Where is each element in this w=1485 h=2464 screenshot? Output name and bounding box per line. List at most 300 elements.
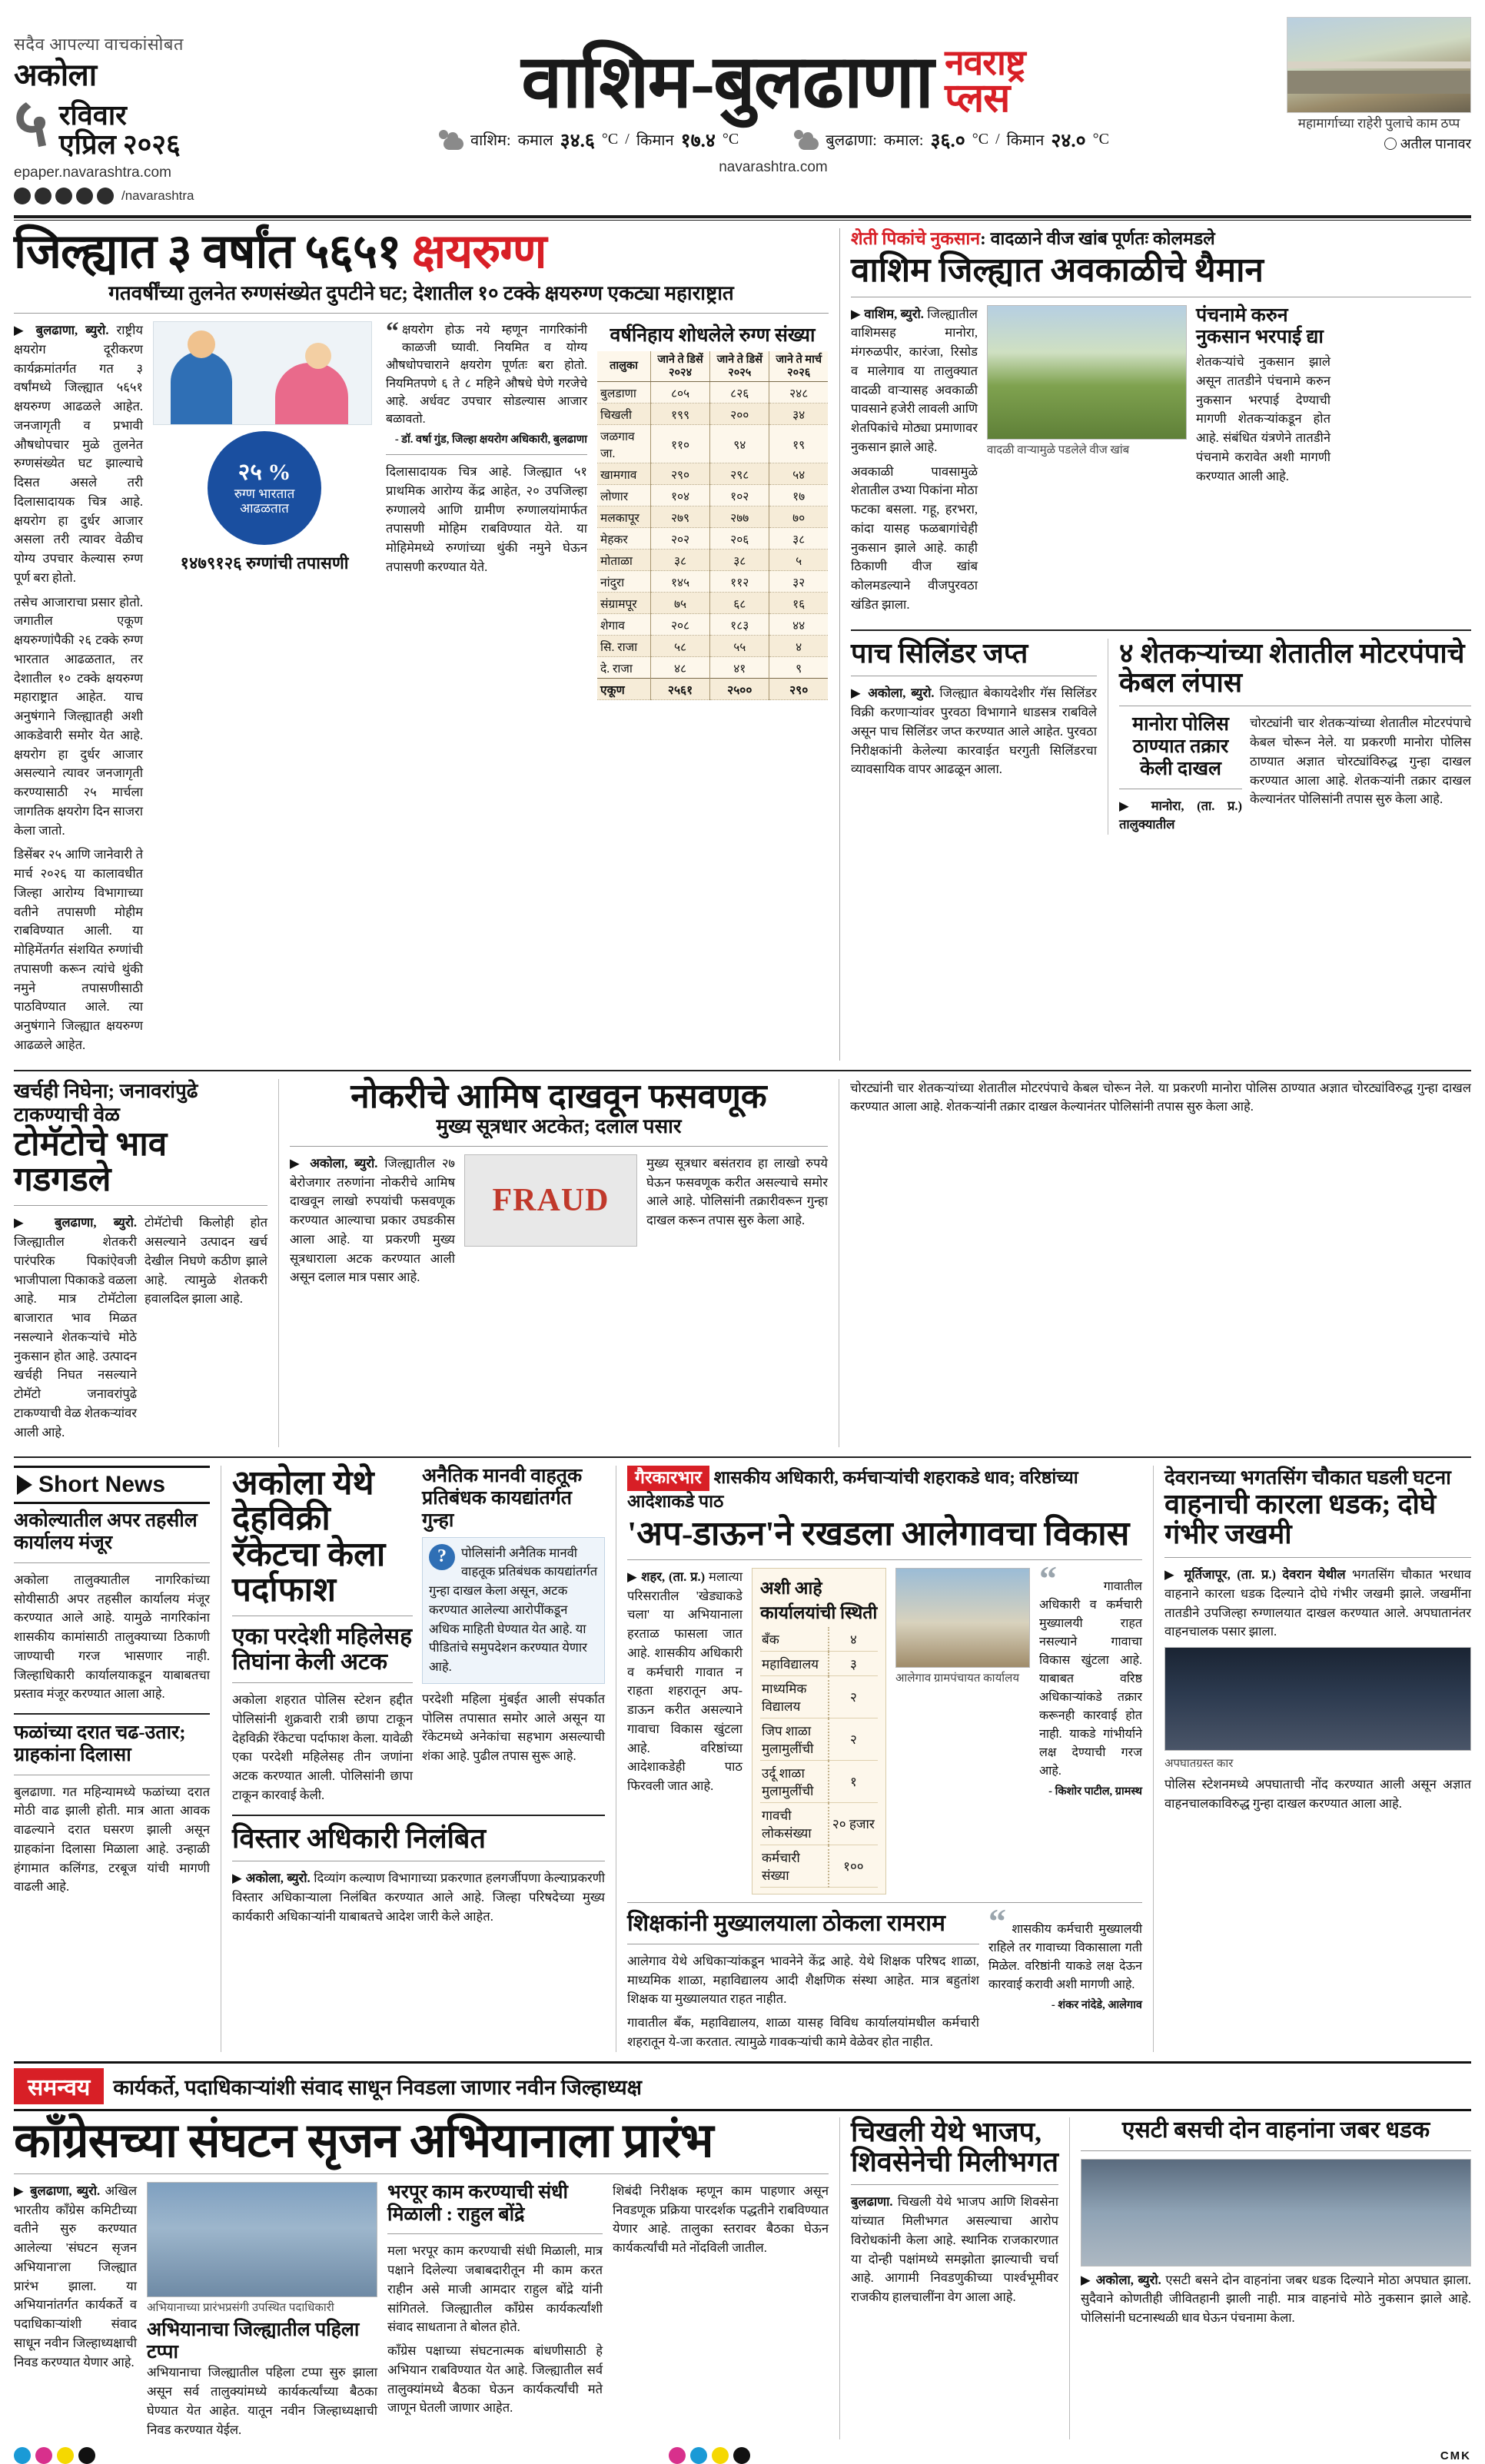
office-label: कर्मचारी संख्या [760, 1845, 829, 1887]
weather-buldhana-max-label: कमाल: [883, 132, 924, 150]
congress-ribbon [14, 2061, 1471, 2111]
motorpump-byline: मानोरा, (ता. प्र.) तालुक्यातील [1119, 798, 1242, 832]
cell-count: ३४ [769, 403, 828, 425]
cell-count: ४१ [710, 657, 769, 679]
accident-body: भगतसिंग चौकात भरधाव वाहनाने कारला धडक दिल्याने दोघे गंभीर जखमी झाले. जखमींना तातडीने उपजिल्हा रुग्णालयात दाखल करण्यात आले. अपघातानंतर वाहनचालक पसार झाला. [1164, 1567, 1471, 1639]
cell-count: २०८ [650, 614, 709, 636]
accident-body-2: पोलिस स्टेशनमध्ये अपघाताची नोंद करण्यात आली असून अज्ञात वाहनचालकाविरुद्ध गुन्हा दाखल करण्यात आला आहे. [1164, 1777, 1471, 1811]
lead-data-table-wrap [597, 321, 828, 1061]
office-value: १०० [829, 1845, 878, 1887]
lead-col-1: ▶ बुलढाणा, ब्युरो. राष्ट्रीय क्षयरोग दूरीकरण कार्यक्रमांतर्गत गत ३ वर्षांमध्ये जिल्ह्यात ५६५१ क्षयरुग्ण आढळले आहेत. जनजागृती व प्रभावी औषधोपचार मुळे तुलनेत रुग्णसंख्येत घट झाल्याचे दिसत असले तरी दिलासादायक चित्र आहे. क्षयरोग हा दुर्धर आजार असला तरी त्यावर वेळीच योग्य उपचार केल्यास रुग्ण पूर्ण बरा होतो. तसेच आजाराचा प्रसार होतो. जगातील एकूण क्षयरुग्णांपैकी २६ टक्के रुग्ण भारतात आढळतात, तर देशातील १० टक्के क्षयरुग्ण महाराष्ट्रात आहेत. याच अनुषंगाने जिल्ह्यातही अशी आकडेवारी समोर येत आहे. क्षयरोग हा दुर्धर आजार असल्याने त्यावर जनजागृती करण्यासाठी २५ मार्चला जागतिक क्षयरोग दिन साजरा केला जातो. डिसेंबर २५ आणि जानेवारी ते मार्च २०२६ या कालावधीत जिल्हा आरोग्य विभागाच्या वतीने तपासणी मोहीम राबविण्यात आली. या मोहिमेंतर्गत संशयित रुग्णांची तपासणी करून त्यांचे थुंकी नमुने तपासणीसाठी पाठविण्यात आले. त्या अनुषंगाने जिल्ह्यात क्षयरुग्ण आढळले आहेत. [14, 321, 143, 1061]
storm-para-1: जिल्ह्यातील वाशिमसह मानोरा, मंगरुळपीर, कारंजा, रिसोड व मालेगाव या तालुक्यात वादळी वाऱ्यासह अवकाळी पावसाने हजेरी लावली आणि शेतपिकांचे मोठ्या प्रमाणावर नुकसान झाले आहे. [851, 306, 978, 454]
cell-count: ९४ [710, 425, 769, 463]
development-byline: शहर, (ता. प्र.) [641, 1569, 706, 1584]
dehvikri-body: अकोला शहरात पोलिस स्टेशन हद्दीत पोलिसांनी शुक्रवारी रात्री छापा टाकून देहविक्री रॅकेटचा पर्दाफाश केला. यावेळी एका परदेशी महिलेसह तीन जणांना अटक करण्यात आली. पोलिसांनी छापा टाकून कारवाई केली. [232, 1692, 413, 1802]
lead-byline: बुलढाणा, ब्युरो. [35, 323, 109, 338]
short-news-item-2 [14, 1722, 210, 1897]
cell-taluka: मलकापूर [597, 506, 650, 528]
cell-total-count: २५६१ [650, 679, 709, 700]
cylinder-byline: अकोला, ब्युरो. [868, 686, 935, 701]
table-row [597, 425, 828, 463]
tb-cases-table [597, 351, 828, 700]
cell-count: ४ [769, 636, 828, 657]
table-total-row [597, 679, 828, 700]
development-body: मलात्या परिसरातील 'खेड्याकडे चला' या अभियानाला हरताळ फासला जात आहे. शासकीय अधिकारी व कर्मचारी गावात न राहता शहरातून अप-डाऊन करीत असल्याने गावाचा विकास खुंटला आहे. वरिष्ठांच्या आदेशाकडेही पाठ फिरवली जात आहे. [627, 1569, 742, 1794]
jobfraud-body: जिल्ह्यातील २७ बेरोजगार तरुणांना नोकरीचे आमिष दाखवून लाखो रुपयांची फसवणूक करण्यात आल्याचा प्रकार उघडकीस आला आहे. या प्रकरणी मुख्य सूत्रधाराला अटक करण्यात आली असून दलाल मात्र पसार आहे. [290, 1155, 456, 1285]
development-table-title: अशी आहे कार्यालयांची स्थिती [760, 1578, 878, 1622]
weather-sep-2: / [995, 131, 1000, 148]
quote-open-icon-2: “ [988, 1901, 1006, 1941]
office-label: बँक [760, 1627, 829, 1652]
table-row [597, 614, 828, 636]
cell-count: २०६ [710, 528, 769, 550]
office-value: ४ [829, 1627, 878, 1652]
weather-washim-city: वाशिम: [470, 132, 511, 150]
th-taluka: तालुका [597, 351, 650, 382]
accident-photo [1164, 1647, 1471, 1751]
shortnews-2-headline: फळांच्या दरात चढ-उतार; ग्राहकांना दिलासा [14, 1722, 186, 1765]
weather-washim [437, 127, 739, 153]
cell-taluka: जळगाव जा. [597, 425, 650, 463]
cell-total-count: २५०० [710, 679, 769, 700]
cell-taluka: खामगाव [597, 463, 650, 485]
date-day-number: ५ [14, 86, 48, 160]
cell-count: ३८ [650, 550, 709, 571]
short-news-item-1 [14, 1510, 210, 1704]
office-value: २० हजार [829, 1802, 878, 1845]
development-quote-2 [988, 1901, 1142, 2052]
quote-2-text: शासकीय कर्मचारी मुख्यालयी राहिले तर गावाच्या विकासाला गती मिळेल. वरिष्ठांनी याकडे लक्ष देऊन कारवाई करावी अशी मागणी आहे. [988, 1922, 1142, 1991]
vistar-body-wrap: ▶ अकोला, ब्युरो. दिव्यांग कल्याण विभागाच्या प्रकरणात हलगर्जीपणा केल्याप्रकरणी विस्तार अधिकाऱ्याला निलंबित करण्यात आले आहे. जिल्हा परिषदेच्या मुख्य कार्यकारी अधिकाऱ्यांनी याबाबतचे आदेश जारी केले आहेत. [232, 1871, 606, 1924]
development-col-1: ▶ शहर, (ता. प्र.) मलात्या परिसरातील 'खेड्याकडे चला' या अभियानाला हरताळ फासला जात आहे. शासकीय अधिकारी व कर्मचारी गावात न राहता शहरातून अप-डाऊन करीत असल्याने गावाचा विकास खुंटला आहे. वरिष्ठांच्या आदेशाकडेही पाठ फिरवली जात आहे. [627, 1569, 742, 1794]
development-story [627, 1466, 1142, 2051]
lead-headline [14, 225, 829, 278]
lead-headline-red: क्षयरुग्ण [411, 225, 546, 278]
stbus-photo [1081, 2159, 1471, 2266]
weather-sep-1: / [625, 131, 630, 148]
office-row [760, 1845, 878, 1887]
sun-cloud-icon [437, 130, 463, 150]
social-links[interactable] [14, 188, 267, 204]
tomato-body-2: टोमॅटोची किलोही होत असल्याने उत्पादन खर्च देखील निघणे कठीण झाले आहे. त्यामुळे शेतकरी हवालदिल झाला आहे. [145, 1215, 267, 1307]
twitter-x-icon[interactable] [55, 188, 72, 204]
masthead-photo-caption: महामार्गाच्या राहेरी पुलाचे काम ठप्प [1297, 116, 1460, 131]
dehvikri-body-2: परदेशी महिला मुंबईत आली संपर्कात पोलिस तपासात समोर आले असून या रॅकेटमध्ये अनेकांचा सहभाग असल्याची शंका आहे. पुढील तपास सुरू आहे. [422, 1691, 605, 1764]
cell-taluka: मोताळा [597, 550, 650, 571]
stbus-story [1081, 2117, 1471, 2440]
lead-para-3: डिसेंबर २५ आणि जानेवारी ते मार्च २०२६ या कालावधीत जिल्हा आरोग्य विभागाच्या वतीने तपासणी मोहीम राबविण्यात आली. या मोहिमेंतर्गत संशयित रुग्णांची तपासणी करून त्यांचे थुंकी नमुने तपासणीसाठी पाठविण्यात आले. त्या अनुषंगाने जिल्ह्यात क्षयरुग्ण आढळले आहेत. [14, 847, 143, 1052]
storm-kicker [851, 228, 1471, 251]
cell-count: २७७ [710, 506, 769, 528]
lead-illustration-caption: १४७९१२६ रुग्णांची तपासणी [180, 553, 349, 573]
dehvikri-headline: अकोला येथे देहविक्री रॅकेटचा केला पर्दाफाश [232, 1464, 386, 1609]
weather-strip [437, 127, 1109, 153]
development-photo [895, 1568, 1030, 1668]
development-kicker-tag: गैरकारभार [627, 1466, 709, 1491]
cell-count: २७९ [650, 506, 709, 528]
office-row [760, 1760, 878, 1802]
masthead-right [1279, 17, 1471, 204]
office-label: जिप शाळा मुलामुलींची [760, 1718, 829, 1760]
masthead-divider-thin [14, 220, 1471, 221]
weather-washim-max: ३४.६ [560, 130, 595, 151]
congress-body: अखिल भारतीय काँग्रेस कमिटीच्या वतीने सुरु करण्यात आलेल्या 'संघटन सृजन अभियाना'ला जिल्ह्यात प्रारंभ झाला. या अभियानांतर्गत कार्यकर्ते व पदाधिकाऱ्यांशी संवाद साधून नवीन जिल्हाध्यक्षाची निवड करण्यात येणार आहे. [14, 2183, 138, 2369]
weather-washim-max-label: कमाल [517, 132, 553, 150]
cell-count: ५ [769, 550, 828, 571]
short-news-header [14, 1466, 210, 1504]
stat-badge-line1: रुग्ण भारतात [234, 486, 295, 501]
short-news-label: Short News [38, 1472, 166, 1498]
development-body-2: गावातील बँक, महाविद्यालय, शाळा यासह विविध कार्यालयांमधील कर्मचारी शहरातून ये-जा करतात. त्यामुळे गावकऱ्यांची कामे वेळेवर होत नाहीत. [627, 2015, 979, 2049]
cell-count: ५५ [710, 636, 769, 657]
lead-illustration [153, 321, 372, 425]
tomato-headline: टोमॅटोचे भाव गडगडले [14, 1124, 168, 1199]
cell-count: १०४ [650, 485, 709, 506]
cell-count: ३८ [769, 528, 828, 550]
stbus-body-wrap: ▶ अकोला, ब्युरो. एसटी बसने दोन वाहनांना जबर धडक दिल्याने मोठा अपघात झाला. सुदैवाने कोणतीही जीवितहानी झाली नाही. मात्र वाहनांचे मोठे नुकसान झाले आहे. पोलिसांनी घटनास्थळी धाव घेऊन पंचनामा केला. [1081, 2272, 1471, 2326]
masthead-divider-thick [14, 215, 1471, 218]
quote-mark-icon: “ [386, 317, 399, 347]
color-dot [733, 2447, 750, 2464]
th-2024: जाने ते डिसें २०२४ [650, 351, 709, 382]
arrow-circle-icon [1384, 138, 1397, 150]
color-dot [14, 2447, 31, 2464]
congress-byline: बुलढाणा, ब्युरो. [30, 2183, 101, 2198]
cell-taluka: सि. राजा [597, 636, 650, 657]
table-row [597, 506, 828, 528]
office-row [760, 1718, 878, 1760]
storm-sidebody: शेतकऱ्यांचे नुकसान झाले असून तातडीने पंचनामे करुन नुकसान भरपाई देण्याची मागणी शेतकऱ्यांकडून होत आहे. संबंधित यंत्रणेने तातडीने पंचनामे करावेत अशी मागणी करण्यात आली आहे. [1196, 354, 1331, 483]
congress-phase-headline: अभियानाचा जिल्ह्यातील पहिला टप्पा [147, 2319, 360, 2363]
storm-headline: वाशिम जिल्ह्यात अवकाळीचे थैमान [851, 251, 1264, 290]
cell-count: १६ [769, 593, 828, 614]
quote-open-icon: “ [1039, 1558, 1057, 1598]
date-day-name: रविवार [58, 100, 127, 131]
office-label: गावची लोकसंख्या [760, 1802, 829, 1845]
dehvikri-story [232, 1466, 605, 2051]
accident-kicker: देवरानच्या भगतसिंग चौकात घडली घटना [1164, 1466, 1451, 1489]
table-row [597, 593, 828, 614]
cell-taluka: चिखली [597, 403, 650, 425]
motorpump-byline-wrap: ▶ मानोरा, (ता. प्र.) तालुक्यातील [1119, 798, 1242, 832]
storm-photo [987, 305, 1187, 440]
cell-taluka: नांदुरा [597, 571, 650, 593]
motorpump-subhead-box: मानोरा पोलिस ठाण्यात तक्रार केली दाखल [1132, 714, 1229, 779]
weather-washim-min: १७.४ [680, 130, 716, 151]
cell-count: १०२ [710, 485, 769, 506]
cell-count: २४८ [769, 382, 828, 403]
cell-count: ४८ [650, 657, 709, 679]
ribbon-text: कार्यकर्ते, पदाधिकाऱ्यांशी संवाद साधून निवडला जाणार नवीन जिल्हाध्यक्ष [113, 2075, 643, 2099]
color-dot [57, 2447, 74, 2464]
table-row [597, 485, 828, 506]
stbus-body: एसटी बसने दोन वाहनांना जबर धडक दिल्याने मोठा अपघात झाला. सुदैवाने कोणतीही जीवितहानी झाली नाही. मात्र वाहनांचे मोठे नुकसान झाले आहे. पोलिसांनी घटनास्थळी धाव घेऊन पंचनामा केला. [1081, 2272, 1471, 2326]
cell-count: ७५ [650, 593, 709, 614]
office-value: ३ [829, 1651, 878, 1675]
table-row [597, 550, 828, 571]
cell-count: १९ [769, 425, 828, 463]
quote-1-attr: - किशोर पाटील, ग्रामस्थ [1048, 1785, 1142, 1798]
quote-1-text: गावातील अधिकारी व कर्मचारी मुख्यालयी राहत नसल्याने गावाचा विकास खुंटला आहे. याबाबत वरिष्ठ अधिकाऱ्यांकडे तक्रार करूनही कारवाई होत नाही. याकडे गांभीर्याने लक्ष देण्याची गरज आहे. [1039, 1579, 1142, 1778]
development-kicker-rest: शासकीय अधिकारी, कर्मचाऱ्यांची शहराकडे धाव; वरिष्ठांच्या आदेशाकडे पाठ [627, 1468, 1078, 1512]
congress-subheadline: भरपूर काम करण्याची संधी मिळाली : राहुल बोंद्रे [387, 2181, 568, 2225]
congress-story [14, 2114, 829, 2440]
storm-byline: वाशिम, ब्युरो. [864, 306, 924, 321]
jobfraud-photo-wrap [464, 1154, 637, 1293]
masthead-left [14, 17, 267, 204]
storm-kicker-rest: : वादळाने वीज खांब पूर्णतः कोलमडले [980, 228, 1215, 248]
motorpump-extra-column [850, 1079, 1471, 1448]
cylinder-body-wrap: ▶ अकोला, ब्युरो. जिल्ह्यात बेकायदेशीर गॅस सिलिंडर विक्री करणाऱ्यांवर पुरवठा विभागाने धाडसत्र राबविले असून पाच सिलिंडर जप्त करण्यात आले आहेत. पुरवठा निरीक्षकांनी केलेल्या कारवाईत घरगुती सिलिंडरचा व्यावसायिक वापर आढळून आला. [851, 686, 1097, 777]
storm-col-1: ▶ वाशिम, ब्युरो. जिल्ह्यातील वाशिमसह मानोरा, मंगरुळपीर, कारंजा, रिसोड व मालेगाव या तालुक्यात वादळी वाऱ्यासह अवकाळी पावसाने हजेरी लावली आणि शेतपिकांचे मोठ्या प्रमाणावर नुकसान झाले आहे. अवकाळी पावसामुळे शेतातील उभ्या पिकांना मोठा फटका बसला. गहू, हरभरा, कांदा यासह फळबागांचेही नुकसान झाले आहे. काही ठिकाणी वीज खांब कोलमडल्याने वीजपुरवठा खंडित झाला. [851, 305, 978, 620]
development-table-wrap [752, 1568, 886, 1894]
jobfraud-subhead: मुख्य सूत्रधार अटकेत; दलाल पसार [436, 1114, 682, 1137]
cell-count: ५८ [650, 636, 709, 657]
shortnews-1-body: अकोला तालुक्यातील नागरिकांच्या सोयीसाठी अपर तहसील कार्यालय मंजूर करण्यात आले आहे. यामुळे नागरिकांना शासकीय कामांसाठी तालुक्याच्या ठिकाणी जाण्याची गरज भासणार नाही. जिल्हाधिकारी कार्यालयाकडून याबाबतचा प्रस्ताव मंजूर करण्यात आला आहे. [14, 1572, 210, 1702]
masthead [14, 0, 1471, 209]
motorpump-headline: ४ शेतकऱ्यांच्या शेतातील मोटरपंपाचे केबल लंपास [1119, 637, 1465, 699]
congress-body-2: काँग्रेस पक्षाच्या संघटनात्मक बांधणीसाठी हे अभियान राबविण्यात येत आहे. जिल्ह्यातील सर्व तालुक्यांमध्ये बैठका घेऊन कार्यकर्त्यांची मते जाणून घेतली जाणार आहेत. [387, 2343, 603, 2416]
epaper-url[interactable]: epaper.navarashtra.com [14, 164, 171, 181]
cell-taluka: शेगाव [597, 614, 650, 636]
lead-col-2 [153, 321, 376, 1061]
offices-table [760, 1627, 878, 1888]
cell-count: ७० [769, 506, 828, 528]
congress-subbody: मला भरपूर काम करण्याची संधी मिळाली, मात्र पक्षाने दिलेल्या जबाबदारीतून मी काम करत राहीन असे माजी आमदार राहुल बोंद्रे यांनी सांगितले. जिल्ह्यातील काँग्रेस कार्यकर्त्यांशी संवाद साधताना ते बोलत होते. [387, 2243, 603, 2335]
job-fraud-story [290, 1079, 828, 1448]
table-row [597, 571, 828, 593]
color-dot [78, 2447, 95, 2464]
date-block [14, 86, 267, 160]
storm-sidehead: पंचनामे करुन नुकसान भरपाई द्या [1196, 304, 1324, 348]
weather-buldhana-max-unit: °C [972, 131, 989, 148]
cell-count: २०० [710, 403, 769, 425]
cell-count: १८३ [710, 614, 769, 636]
table-row [597, 463, 828, 485]
short-news-column [14, 1466, 210, 2051]
lead-table-title: वर्षनिहाय शोधलेले रुग्ण संख्या [610, 325, 816, 347]
cell-total-label: एकूण [597, 679, 650, 700]
date-month-year: एप्रिल २०२६ [58, 128, 181, 160]
dehvikri-subheadline: एका परदेशी महिलेसह तिघांना केली अटक [232, 1624, 412, 1675]
storm-kicker-red: शेती पिकांचे नुकसान [851, 228, 981, 248]
lead-story [14, 225, 829, 1061]
development-kicker [627, 1466, 1142, 1513]
office-label: उर्दू शाळा मुलामुलींची [760, 1760, 829, 1802]
masthead-tagline: सदैव आपल्या वाचकांसोबत [14, 35, 184, 54]
th-2026: जाने ते मार्च २०२६ [769, 351, 828, 382]
cell-count: ४४ [769, 614, 828, 636]
jobfraud-photo [464, 1154, 637, 1247]
cmyk-label: CMK [1440, 2449, 1471, 2462]
table-row [597, 382, 828, 403]
social-handle: /navarashtra [121, 188, 194, 203]
weather-buldhana [792, 127, 1109, 153]
washim-storm-story [839, 228, 1471, 1061]
color-dot [690, 2447, 707, 2464]
cell-count: २०२ [650, 528, 709, 550]
accident-photo-caption: अपघातग्रस्त कार [1164, 1758, 1234, 1771]
storm-col-3 [1196, 305, 1331, 620]
cell-count: २९० [650, 463, 709, 485]
weather-buldhana-min-label: किमान [1006, 132, 1045, 150]
jobfraud-body-2: मुख्य सूत्रधार बसंतराव हा लाखो रुपये घेऊन फसवणूक करीत असल्याचे समोर आले आहे. पोलिसांनी तक्रारीवरून गुन्हा दाखल करून तपास सुरु केला आहे. [646, 1155, 828, 1228]
tomato-byline: बुलढाणा, ब्युरो. [55, 1215, 137, 1230]
stat-badge-line2: आढळतात [240, 501, 289, 516]
shortnews-2-body: बुलढाणा. गत महिन्यामध्ये फळांच्या दरात मोठी वाढ झाली होती. मात्र आता आवक वाढल्याने दरात घसरण झाली असून ग्राहकांना दिलासा मिळाला आहे. उन्हाळी हंगामात कलिंगड, टरबूज यांची मागणी वाढली आहे. [14, 1784, 210, 1894]
development-quote-1 [1039, 1558, 1142, 1894]
edition-city: अकोला [14, 58, 97, 92]
development-photo-wrap [895, 1568, 1030, 1894]
color-dot [669, 2447, 686, 2464]
ribbon-tag: समन्वय [14, 2068, 104, 2104]
development-subheadline: शिक्षकांनी मुख्यालयाला ठोकला रामराम [627, 1910, 945, 1936]
congress-photo-wrap [147, 2182, 377, 2440]
cell-count: ८२६ [710, 382, 769, 403]
cell-taluka: दे. राजा [597, 657, 650, 679]
logo-brand-line1: नवराष्ट्र [945, 42, 1025, 82]
vistar-headline: विस्तार अधिकारी निलंबित [232, 1822, 487, 1854]
cell-count: ३२ [769, 571, 828, 593]
cell-count: १९९ [650, 403, 709, 425]
accident-headline: वाहनाची कारला धडक; दोघे गंभीर जखमी [1164, 1489, 1437, 1550]
cell-count: १७ [769, 485, 828, 506]
office-row [760, 1651, 878, 1675]
masthead-photo-link-label: अतील पानावर [1400, 136, 1471, 152]
office-label: माध्यमिक विद्यालय [760, 1675, 829, 1718]
section-cylinder-motor [851, 639, 1471, 835]
tomato-story [14, 1079, 267, 1448]
youtube-icon[interactable] [76, 188, 93, 204]
cylinder-body: जिल्ह्यात बेकायदेशीर गॅस सिलिंडर विक्री करणाऱ्यांवर पुरवठा विभागाने धाडसत्र राबविले असून पाच सिलिंडर जप्त करण्यात आले आहेत. पुरवठा निरीक्षकांनी केलेल्या कारवाईत घरगुती सिलिंडरचा व्यावसायिक वापर आढळून आला. [851, 686, 1097, 777]
weather-buldhana-city: बुलढाणा: [826, 132, 877, 150]
section-shortnews [14, 1466, 1471, 2051]
instagram-icon[interactable] [35, 188, 51, 204]
cell-count: ६८ [710, 593, 769, 614]
cylinder-story [851, 639, 1097, 835]
facebook-icon[interactable] [14, 188, 31, 204]
storm-para-2: अवकाळी पावसामुळे शेतातील उभ्या पिकांना मोठा फटका बसला. गहू, हरभरा, कांदा यासह फळबागांचेही नुकसान झाले आहे. काही ठिकाणी वीज खांब कोलमडल्याने वीजपुरवठा खंडित झाला. [851, 463, 978, 612]
office-row [760, 1675, 878, 1718]
shortnews-1-headline: अकोल्यातील अपर तहसील कार्यालय मंजूर [14, 1510, 198, 1554]
logo-edition-name: वाशिम-बुलढाणा [521, 40, 933, 123]
accident-story [1164, 1466, 1471, 2051]
jobfraud-headline: नोकरीचे आमिष दाखवून फसवणूक [350, 1077, 767, 1115]
development-headline: 'अप-डाऊन'ने रखडला आलेगावचा विकास [627, 1514, 1130, 1552]
congress-photo-caption: अभियानाच्या प्रारंभप्रसंगी उपस्थित पदाधिकारी [147, 2301, 334, 2314]
jobfraud-col-1: ▶ अकोला, ब्युरो. जिल्ह्यातील २७ बेरोजगार तरुणांना नोकरीचे आमिष दाखवून लाखो रुपयांची फसवणूक करण्यात आल्याचा प्रकार उघडकीस आला आहे. या प्रकरणी मुख्य सूत्रधाराला अटक करण्यात आली असून दलाल मात्र पसार आहे. [290, 1155, 456, 1285]
weather-buldhana-max: ३६.० [930, 130, 965, 151]
cell-taluka: संग्रामपूर [597, 593, 650, 614]
lead-col-3 [386, 317, 587, 1061]
stat-badge [208, 431, 321, 545]
storm-photo-wrap [987, 305, 1187, 620]
development-photo-caption: आलेगाव ग्रामपंचायत कार्यालय [895, 1672, 1020, 1685]
motorpump-story [1119, 639, 1471, 835]
cell-taluka: बुलडाणा [597, 382, 650, 403]
tomato-kicker: खर्चही निघेना; जनावरांपुढे टाकण्याची वेळ [14, 1079, 198, 1126]
table-row [597, 636, 828, 657]
vistar-story [232, 1824, 605, 1927]
lead-para-1: राष्ट्रीय क्षयरोग दूरीकरण कार्यक्रमांतर्गत गत ३ वर्षांमध्ये जिल्ह्यात ५६५१ क्षयरुग्ण आढळले आहेत. जनजागृती व प्रभावी औषधोपचार मुळे तुलनेत रुग्णसंख्येत घट झाल्याचे दिसत असले तरी दिलासादायक चित्र आहे. क्षयरोग हा दुर्धर आजार असला तरी त्यावर वेळीच योग्य उपचार केल्यास रुग्ण पूर्ण बरा होतो. [14, 323, 144, 585]
congress-photo [147, 2182, 377, 2297]
stbus-byline: अकोला, ब्युरो. [1095, 2272, 1161, 2287]
office-value: १ [829, 1760, 878, 1802]
dehvikri-box-title: अनैतिक मानवी वाहतूक प्रतिबंधक कायद्यांतर्गत गुन्हा [422, 1466, 583, 1531]
office-label: महाविद्यालय [760, 1651, 829, 1675]
logo-brand-line2: प्लस [945, 76, 1010, 121]
lead-body-grid [14, 317, 829, 1061]
cell-count: २९८ [710, 463, 769, 485]
office-row [760, 1802, 878, 1845]
sun-cloud-icon-2 [792, 130, 819, 150]
vistar-byline: अकोला, ब्युरो. [245, 1871, 311, 1886]
stbus-headline: एसटी बसची दोन वाहनांना जबर धडक [1121, 2117, 1430, 2143]
table-header-row [597, 351, 828, 382]
color-dot [712, 2447, 729, 2464]
cell-taluka: मेहकर [597, 528, 650, 550]
masthead-center [267, 17, 1279, 204]
cell-count: ११२ [710, 571, 769, 593]
weather-washim-max-unit: °C [601, 131, 619, 148]
jobfraud-byline: अकोला, ब्युरो. [310, 1155, 378, 1171]
accident-byline: मूर्तिजापूर, (ता. प्र.) देवरान येथील [1184, 1567, 1346, 1582]
site-url[interactable]: navarashtra.com [719, 158, 828, 175]
vistar-body: दिव्यांग कल्याण विभागाच्या प्रकरणात हलगर्जीपणा केल्याप्रकरणी विस्तार अधिकाऱ्याला निलंबित करण्यात आले आहे. जिल्हा परिषदेच्या मुख्य कार्यकारी अधिकाऱ्यांनी याबाबतचे आदेश जारी केले आहेत. [232, 1871, 606, 1924]
lead-headline-black: जिल्ह्यात ३ वर्षांत ५६५१ [14, 225, 412, 278]
motorpump-body: चोरट्यांनी चार शेतकऱ्यांच्या शेतातील मोटरपंपाचे केबल चोरून नेले. या प्रकरणी मानोरा पोलिस ठाण्यात अज्ञात चोरट्यांविरुद्ध गुन्हा दाखल करण्यात आला आहे. शेतकऱ्यांनी तक्रार दाखल केल्यानंतर पोलिसांनी तपास सुरु केला आहे. [1250, 716, 1471, 807]
fraud-graphic-text: FRAUD [492, 1182, 610, 1218]
tomato-body-1: जिल्ह्यातील शेतकरी पारंपरिक पिकांऐवजी भाजीपाला पिकाकडे वळला आहे. मात्र टोमॅटोला बाजारात भाव मिळत नसल्याने शेतकऱ्यांचे मोठे नुकसान होत आहे. उत्पादन खर्चही निघत नसल्याने टोमॅटो जनावरांपुढे टाकण्याची वेळ शेतकऱ्यांवर आली आहे. [14, 1234, 137, 1440]
quote-2-attr: - शंकर नांदेडे, आलेगाव [1051, 1998, 1142, 2011]
chikhali-byline: बुलढाणा. [851, 2194, 893, 2210]
cylinder-headline: पाच सिलिंडर जप्त [851, 637, 1028, 669]
cell-count: ११० [650, 425, 709, 463]
cell-taluka: लोणार [597, 485, 650, 506]
dehvikri-box-body: पोलिसांनी अनैतिक मानवी वाहतूक प्रतिबंधक कायद्यांतर्गत गुन्हा दाखल केला असून, अटक करण्यात आलेल्या आरोपींकडून अधिक माहिती घेण्यात येत आहे. या पीडितांचे समुपदेशन करण्यात येणार आहे. [429, 1545, 598, 1675]
lead-para-4: दिलासादायक चित्र आहे. जिल्ह्यात ५१ प्राथमिक आरोग्य केंद्र आहेत, २० उपजिल्हा रुग्णालये आणि ग्रामीण रुग्णालयांमार्फत तपासणी मोहिम राबविण्यात येते. या मोहिमेमध्ये रुग्णांच्या थुंकी नमुने घेऊन तपासणी करण्यात येते. [386, 464, 587, 574]
section-bottom [14, 2114, 1471, 2440]
office-value: २ [829, 1675, 878, 1718]
tomato-col-1: ▶ बुलढाणा, ब्युरो. जिल्ह्यातील शेतकरी पारंपरिक पिकांऐवजी भाजीपाला पिकाकडे वळला आहे. मात्र टोमॅटोला बाजारात भाव मिळत नसल्याने शेतकऱ्यांचे मोठे नुकसान होत आहे. उत्पादन खर्चही निघत नसल्याने टोमॅटो जनावरांपुढे टाकण्याची वेळ शेतकऱ्यांवर आली आहे. [14, 1215, 137, 1440]
section-middle [14, 1079, 1471, 1448]
dehvikri-infobox [422, 1537, 605, 1684]
chikhali-story [851, 2117, 1058, 2440]
lead-quote-attribution: - डॉ. वर्षा गुंड, जिल्हा क्षयरोग अधिकारी, बुलढाणा [394, 433, 587, 447]
congress-phase-body: अभियानाचा जिल्ह्यातील पहिला टप्पा सुरु झाला असून सर्व तालुक्यांमध्ये कार्यकर्त्यांच्या बैठका घेण्यात येत आहेत. यातून नवीन जिल्हाध्यक्षाची निवड करण्यात येईल. [147, 2365, 377, 2437]
offices-table-body [760, 1627, 878, 1888]
linkedin-icon[interactable] [97, 188, 114, 204]
table-body [597, 382, 828, 700]
masthead-photo [1287, 17, 1471, 113]
congress-headline: काँग्रेसच्या संघटन सृजन अभियानाला प्रारंभ [14, 2114, 713, 2167]
table-row [597, 657, 828, 679]
lead-expert-quote [386, 317, 587, 428]
congress-col-3 [387, 2182, 603, 2440]
cell-count: ९ [769, 657, 828, 679]
chikhali-body: चिखली येथे भाजप आणि शिवसेना यांच्यात मिलीभगत असल्याचा आरोप विरोधकांनी केला आहे. स्थानिक राजकारणात या दोन्ही पक्षांमध्ये समझोता झाल्याची चर्चा आहे. आगामी निवडणुकीच्या पार्श्वभूमीवर राजकीय हालचालींना वेग आला आहे. [851, 2194, 1058, 2305]
storm-photo-caption: वादळी वाऱ्यामुळे पडलेले वीज खांब [987, 443, 1130, 457]
lead-divider [14, 313, 829, 314]
play-triangle-icon [17, 1475, 32, 1495]
cell-count: ८०५ [650, 382, 709, 403]
office-value: २ [829, 1718, 878, 1760]
lead-quote-text: क्षयरोग होऊ नये म्हणून नागरिकांनी काळजी घ्यावी. नियमित व योग्य औषधोपचाराने क्षयरोग पूर्णतः बरा होतो. नियमितपणे ६ ते ८ महिने औषधे घेणे गरजेचे आहे. अर्धवट उपचार सोडल्यास आजार बळावतो. [386, 324, 587, 426]
lead-para-2: तसेच आजाराचा प्रसार होतो. जगातील एकूण क्षयरुग्णांपैकी २६ टक्के रुग्ण भारतात आढळतात, तर देशातील १० टक्के क्षयरुग्ण महाराष्ट्रात आहेत. याच अनुषंगाने जिल्ह्यातही अशी आकडेवारी समोर येत आहे. क्षयरोग हा दुर्धर आजार असल्याने त्यावर जनजागृती करण्यासाठी २५ मार्चला जागतिक क्षयरोग दिन साजरा केला जातो. [14, 594, 143, 838]
masthead-photo-link[interactable] [1384, 134, 1471, 153]
th-2025: जाने ते डिसें २०२५ [710, 351, 769, 382]
development-subbody: आलेगाव येथे अधिकाऱ्यांकडून भावनेने केंद्र आहे. येथे शिक्षक परिषद शाळा, माध्यमिक शाळा, महाविद्यालय आदी शैक्षणिक संस्था आहेत. मात्र बहुतांश शिक्षक या मुख्यालयात राहत नाहीत. [627, 1953, 979, 2007]
